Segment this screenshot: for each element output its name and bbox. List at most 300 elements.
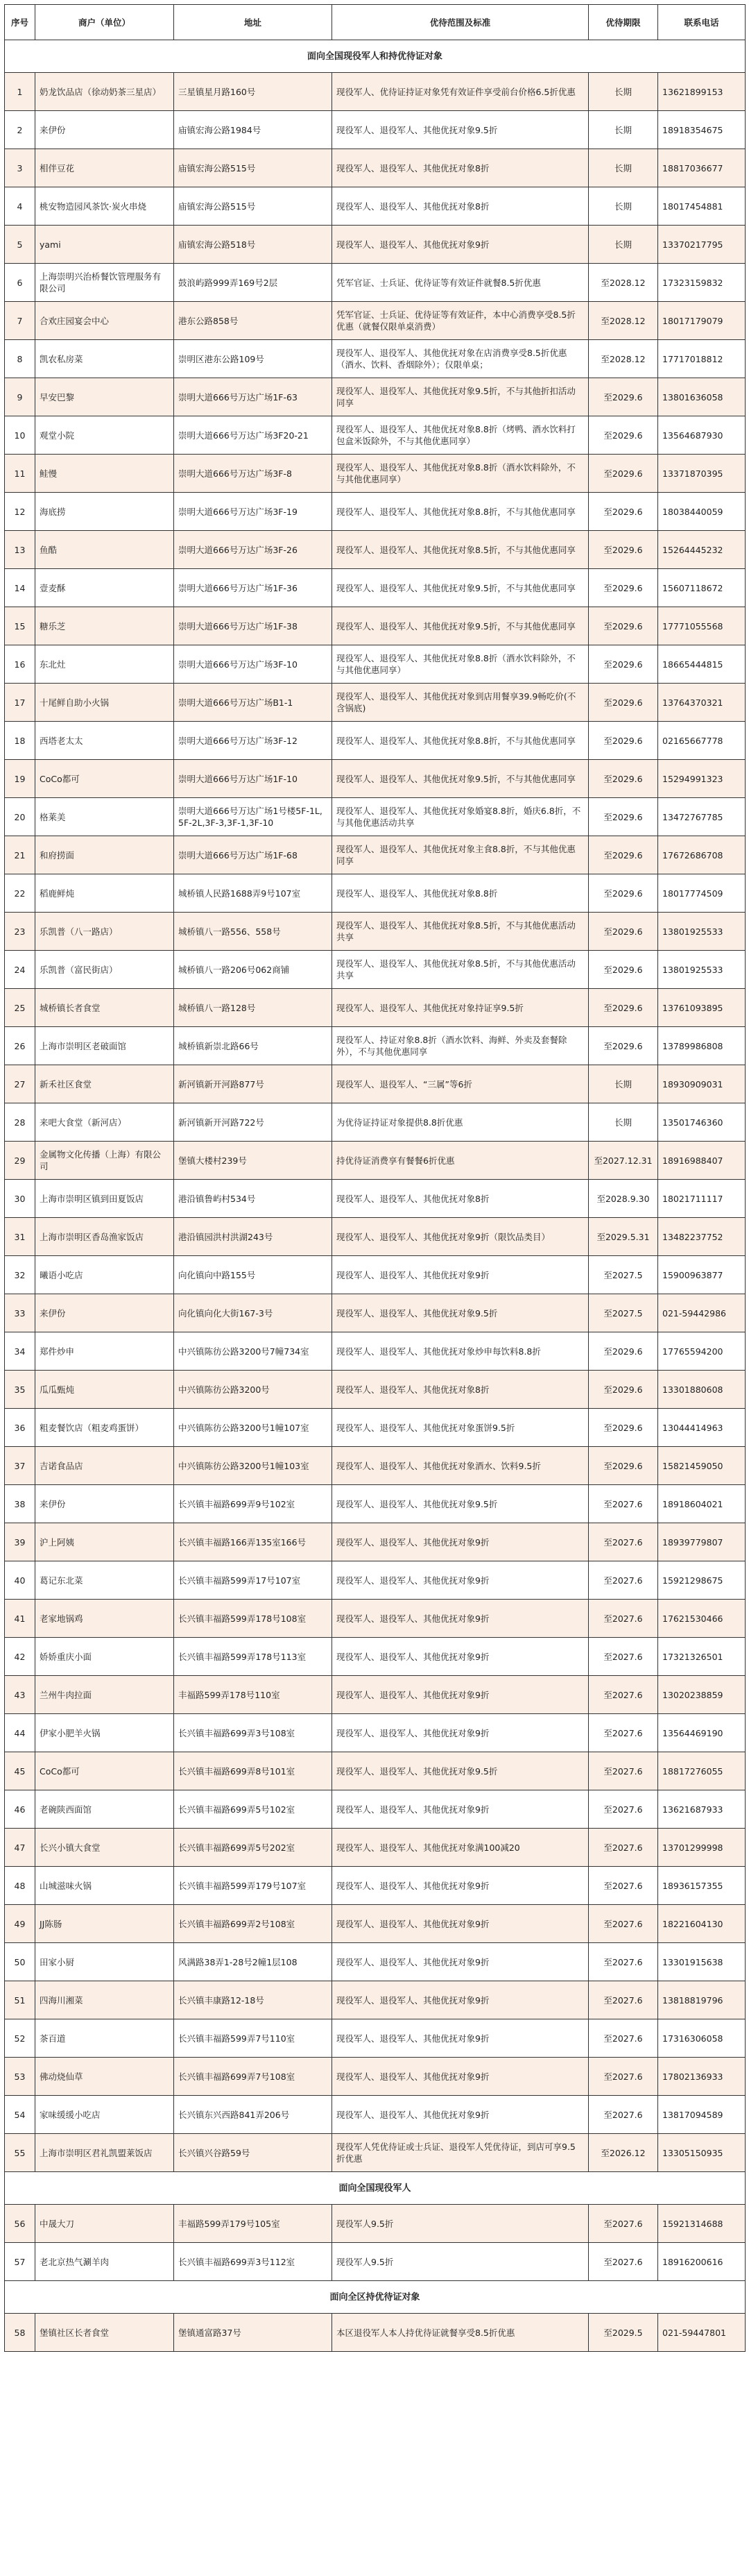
table-row	[5, 1065, 746, 1103]
benefit-scope: 现役军人9.5折	[332, 2205, 589, 2243]
contact-phone: 18017179079	[658, 302, 746, 340]
row-index: 13	[5, 531, 35, 569]
benefit-period: 至2029.6	[589, 836, 658, 874]
table-row	[5, 1638, 746, 1676]
benefit-scope: 现役军人、退役军人、其他优抚对象9折	[332, 1714, 589, 1752]
table-row	[5, 1752, 746, 1790]
merchant-address: 港东公路858号	[174, 302, 332, 340]
contact-phone: 13701299998	[658, 1829, 746, 1867]
merchant-address: 崇明大道666号万达广场1F-68	[174, 836, 332, 874]
contact-phone: 17672686708	[658, 836, 746, 874]
contact-phone: 15264445232	[658, 531, 746, 569]
benefit-scope: 现役军人、退役军人、其他优抚对象炒申每饮料8.8折	[332, 1332, 589, 1371]
row-index: 46	[5, 1790, 35, 1829]
contact-phone: 17802136933	[658, 2058, 746, 2096]
section-title: 面向全国现役军人和持优待证对象	[5, 40, 746, 73]
merchant-name: 山城滋味火锅	[35, 1867, 174, 1905]
merchant-name: 伊家小肥羊火锅	[35, 1714, 174, 1752]
section-title: 面向全国现役军人	[5, 2172, 746, 2205]
benefit-period: 至2029.6	[589, 798, 658, 836]
row-index: 32	[5, 1256, 35, 1294]
table-row	[5, 1790, 746, 1829]
merchant-name: 老家地锅鸡	[35, 1600, 174, 1638]
table-row	[5, 1600, 746, 1638]
row-index: 47	[5, 1829, 35, 1867]
benefit-period: 至2029.5.31	[589, 1218, 658, 1256]
benefit-scope: 现役军人、退役军人、其他优抚对象9折	[332, 2096, 589, 2134]
benefit-period: 至2027.6	[589, 2058, 658, 2096]
contact-phone: 18918354675	[658, 111, 746, 149]
row-index: 11	[5, 455, 35, 493]
merchant-address: 崇明大道666号万达广场1F-10	[174, 760, 332, 798]
table-row	[5, 1218, 746, 1256]
table-row	[5, 989, 746, 1027]
benefit-period: 长期	[589, 73, 658, 111]
benefit-scope: 凭军官证、士兵证、优待证等有效证件就餐8.5折优惠	[332, 264, 589, 302]
contact-phone: 13621687933	[658, 1790, 746, 1829]
table-row	[5, 1714, 746, 1752]
merchant-address: 崇明大道666号万达广场3F-8	[174, 455, 332, 493]
benefit-scope: 现役军人、退役军人、其他优抚对象9折（限饮品类目）	[332, 1218, 589, 1256]
merchant-address: 崇明大道666号万达广场3F20-21	[174, 416, 332, 455]
benefit-period: 至2027.6	[589, 1905, 658, 1943]
header-phone: 联系电话	[658, 5, 746, 40]
row-index: 29	[5, 1142, 35, 1180]
benefit-scope: 现役军人、退役军人、其他优抚对象在店消费享受8.5折优惠（酒水、饮料、香烟除外）；仅限单桌；	[332, 340, 589, 378]
row-index: 24	[5, 951, 35, 989]
benefit-period: 至2029.6	[589, 531, 658, 569]
contact-phone: 15921298675	[658, 1561, 746, 1600]
merchant-address: 风满路38弄1-28号2幢1层108	[174, 1943, 332, 1981]
row-index: 17	[5, 684, 35, 722]
merchant-address: 新河镇新开河路877号	[174, 1065, 332, 1103]
benefit-scope: 现役军人、退役军人、其他优抚对象8.8折，不与其他优惠同享	[332, 493, 589, 531]
contact-phone: 18038440059	[658, 493, 746, 531]
row-index: 10	[5, 416, 35, 455]
benefit-scope: 现役军人、退役军人、其他优抚对象9折	[332, 1523, 589, 1561]
merchant-name: 来伊份	[35, 111, 174, 149]
header-index: 序号	[5, 5, 35, 40]
benefit-scope: 现役军人、退役军人、其他优抚对象9折	[332, 2019, 589, 2058]
merchant-name: 郑件炒申	[35, 1332, 174, 1371]
row-index: 35	[5, 1371, 35, 1409]
merchant-address: 港沿镇园洪村洪湖243号	[174, 1218, 332, 1256]
table-row	[5, 722, 746, 760]
row-index: 54	[5, 2096, 35, 2134]
benefit-scope: 现役军人、退役军人、其他优抚对象主食8.8折，不与其他优惠同享	[332, 836, 589, 874]
contact-phone: 13817094589	[658, 2096, 746, 2134]
benefit-period: 长期	[589, 226, 658, 264]
row-index: 34	[5, 1332, 35, 1371]
benefit-scope: 现役军人、退役军人、其他优抚对象8.8折（烤鸭、酒水饮料打包盒米饭除外，不与其他优惠同享）	[332, 416, 589, 455]
merchant-name: 田家小厨	[35, 1943, 174, 1981]
row-index: 2	[5, 111, 35, 149]
benefit-scope: 现役军人、退役军人、其他优抚对象满100减20	[332, 1829, 589, 1867]
table-row	[5, 1905, 746, 1943]
merchant-address: 崇明大道666号万达广场1F-36	[174, 569, 332, 607]
contact-phone: 021-59447801	[658, 2314, 746, 2352]
merchant-name: 乐凯普（富民街店）	[35, 951, 174, 989]
table-row	[5, 378, 746, 416]
table-row	[5, 1561, 746, 1600]
benefit-scope: 现役军人凭优待证或士兵证、退役军人凭优待证，到店可享9.5折优惠	[332, 2134, 589, 2172]
row-index: 28	[5, 1103, 35, 1142]
merchant-address: 中兴镇陈彷公路3200号1幢107室	[174, 1409, 332, 1447]
row-index: 9	[5, 378, 35, 416]
table-row	[5, 1676, 746, 1714]
benefit-period: 至2026.12	[589, 2134, 658, 2172]
row-index: 39	[5, 1523, 35, 1561]
benefit-scope: 现役军人、退役军人、其他优抚对象9折	[332, 2058, 589, 2096]
benefit-scope: 现役军人、退役军人、其他优抚对象8.8折，不与其他优惠同享	[332, 722, 589, 760]
section-title: 面向全区持优待证对象	[5, 2281, 746, 2314]
table-row	[5, 1829, 746, 1867]
contact-phone: 18939779807	[658, 1523, 746, 1561]
benefit-scope: 凭军官证、士兵证、优待证等有效证件，本中心消费享受8.5折优惠（就餐仅限单桌消费）	[332, 302, 589, 340]
table-row	[5, 1485, 746, 1523]
row-index: 25	[5, 989, 35, 1027]
row-index: 45	[5, 1752, 35, 1790]
benefit-scope: 现役军人、退役军人、其他优抚对象8.8折	[332, 874, 589, 913]
merchant-address: 庙镇宏海公路1984号	[174, 111, 332, 149]
merchant-name: CoCo都可	[35, 1752, 174, 1790]
merchant-name: 家味缓缓小吃店	[35, 2096, 174, 2134]
table-body	[5, 40, 746, 2352]
benefit-period: 至2028.12	[589, 264, 658, 302]
benefit-scope: 现役军人、退役军人、其他优抚对象9.5折	[332, 1752, 589, 1790]
merchant-name: 四海川湘菜	[35, 1981, 174, 2019]
merchant-address: 长兴镇丰福路699弄3号108室	[174, 1714, 332, 1752]
contact-phone: 18021711117	[658, 1180, 746, 1218]
contact-phone: 13801636058	[658, 378, 746, 416]
row-index: 56	[5, 2205, 35, 2243]
row-index: 41	[5, 1600, 35, 1638]
row-index: 36	[5, 1409, 35, 1447]
benefit-period: 至2029.6	[589, 951, 658, 989]
row-index: 14	[5, 569, 35, 607]
row-index: 44	[5, 1714, 35, 1752]
row-index: 21	[5, 836, 35, 874]
merchant-name: 凯农私房菜	[35, 340, 174, 378]
benefit-period: 至2029.6	[589, 722, 658, 760]
contact-phone: 13801925533	[658, 951, 746, 989]
benefit-period: 至2027.6	[589, 1638, 658, 1676]
table-row	[5, 874, 746, 913]
merchant-name: 壹麦酥	[35, 569, 174, 607]
row-index: 42	[5, 1638, 35, 1676]
header-address: 地址	[174, 5, 332, 40]
benefit-period: 至2027.12.31	[589, 1142, 658, 1180]
contact-phone: 13020238859	[658, 1676, 746, 1714]
benefit-scope: 现役军人、优待证持证对象凭有效证件享受前台价格6.5折优惠	[332, 73, 589, 111]
merchant-name: 曦语小吃店	[35, 1256, 174, 1294]
table-row	[5, 1371, 746, 1409]
table-row	[5, 531, 746, 569]
benefit-period: 至2029.6	[589, 684, 658, 722]
benefit-period: 至2027.6	[589, 1981, 658, 2019]
benefit-scope: 现役军人、退役军人、其他优抚对象9折	[332, 1981, 589, 2019]
merchant-name: 糖乐芝	[35, 607, 174, 645]
merchant-address: 长兴镇东兴西路841弄206号	[174, 2096, 332, 2134]
benefit-period: 至2029.6	[589, 378, 658, 416]
merchant-name: 来伊份	[35, 1294, 174, 1332]
contact-phone: 13801925533	[658, 913, 746, 951]
benefit-period: 至2029.6	[589, 989, 658, 1027]
table-row	[5, 2019, 746, 2058]
benefit-scope: 现役军人、退役军人、其他优抚对象9折	[332, 226, 589, 264]
contact-phone: 15607118672	[658, 569, 746, 607]
contact-phone: 17717018812	[658, 340, 746, 378]
table-row	[5, 149, 746, 187]
table-row	[5, 416, 746, 455]
contact-phone: 15294991323	[658, 760, 746, 798]
benefit-period: 至2029.6	[589, 1447, 658, 1485]
table-row	[5, 569, 746, 607]
row-index: 27	[5, 1065, 35, 1103]
benefit-period: 长期	[589, 187, 658, 226]
table-row	[5, 1180, 746, 1218]
merchant-address: 崇明大道666号万达广场3F-10	[174, 645, 332, 684]
merchant-name: 来吧大食堂（新河店）	[35, 1103, 174, 1142]
merchant-name: 吉诺食品店	[35, 1447, 174, 1485]
row-index: 48	[5, 1867, 35, 1905]
merchant-address: 崇明大道666号万达广场1号楼5F-1L,5F-2L,3F-3,3F-1,3F-10	[174, 798, 332, 836]
merchant-address: 堡镇大楼村239号	[174, 1142, 332, 1180]
merchant-address: 三星镇星月路160号	[174, 73, 332, 111]
benefit-period: 至2029.6	[589, 1409, 658, 1447]
benefit-period: 至2027.6	[589, 2019, 658, 2058]
benefit-period: 至2027.6	[589, 1523, 658, 1561]
row-index: 19	[5, 760, 35, 798]
benefit-period: 至2029.6	[589, 913, 658, 951]
merchant-name: 上海市崇明区香岛渔家饭店	[35, 1218, 174, 1256]
merchant-name: 瓜瓜甄炖	[35, 1371, 174, 1409]
table-row	[5, 1409, 746, 1447]
table-row	[5, 302, 746, 340]
row-index: 53	[5, 2058, 35, 2096]
benefit-scope: 现役军人、退役军人、其他优抚对象8折	[332, 1371, 589, 1409]
benefit-period: 至2028.12	[589, 302, 658, 340]
merchant-address: 城桥镇八一路128号	[174, 989, 332, 1027]
benefit-period: 至2028.9.30	[589, 1180, 658, 1218]
benefit-period: 至2027.6	[589, 1943, 658, 1981]
row-index: 51	[5, 1981, 35, 2019]
benefit-scope: 现役军人、退役军人、“三属”等6折	[332, 1065, 589, 1103]
contact-phone: 18017774509	[658, 874, 746, 913]
row-index: 22	[5, 874, 35, 913]
contact-phone: 13564687930	[658, 416, 746, 455]
benefit-period: 至2029.6	[589, 1371, 658, 1409]
benefit-scope: 现役军人、退役军人、其他优抚对象持证享9.5折	[332, 989, 589, 1027]
merchant-name: 格莱美	[35, 798, 174, 836]
benefit-scope: 现役军人、退役军人、其他优抚对象8.8折（酒水饮料除外，不与其他优惠同享）	[332, 645, 589, 684]
merchant-name: 相伴豆花	[35, 149, 174, 187]
table-row	[5, 111, 746, 149]
benefit-period: 至2027.6	[589, 1867, 658, 1905]
benefit-period: 长期	[589, 1065, 658, 1103]
merchant-address: 庙镇宏海公路515号	[174, 187, 332, 226]
benefit-period: 至2027.5	[589, 1294, 658, 1332]
merchant-address: 长兴镇丰福路699弄7号108室	[174, 2058, 332, 2096]
row-index: 7	[5, 302, 35, 340]
merchant-address: 城桥镇新崇北路66号	[174, 1027, 332, 1065]
benefit-period: 至2029.6	[589, 607, 658, 645]
row-index: 12	[5, 493, 35, 531]
contact-phone: 13761093895	[658, 989, 746, 1027]
table-row	[5, 1867, 746, 1905]
merchant-name: 鲑慢	[35, 455, 174, 493]
merchant-name: 金属物文化传播（上海）有限公司	[35, 1142, 174, 1180]
table-row	[5, 645, 746, 684]
merchant-name: 西塔老太太	[35, 722, 174, 760]
section-title-row	[5, 40, 746, 73]
merchant-name: 堡镇社区长者食堂	[35, 2314, 174, 2352]
contact-phone: 18936157355	[658, 1867, 746, 1905]
benefit-period: 长期	[589, 111, 658, 149]
contact-phone: 13472767785	[658, 798, 746, 836]
contact-phone: 18918604021	[658, 1485, 746, 1523]
table-row	[5, 1256, 746, 1294]
merchant-name: 长兴小镇大食堂	[35, 1829, 174, 1867]
benefit-scope: 现役军人、退役军人、其他优抚对象8折	[332, 187, 589, 226]
table-row	[5, 1294, 746, 1332]
benefit-scope: 现役军人、退役军人、其他优抚对象8.5折，不与其他优惠同享	[332, 531, 589, 569]
row-index: 38	[5, 1485, 35, 1523]
benefit-period: 至2027.6	[589, 1752, 658, 1790]
row-index: 4	[5, 187, 35, 226]
table-row	[5, 684, 746, 722]
merchant-address: 中兴镇陈彷公路3200号	[174, 1371, 332, 1409]
table-row	[5, 493, 746, 531]
row-index: 52	[5, 2019, 35, 2058]
merchant-name: 茶百道	[35, 2019, 174, 2058]
row-index: 58	[5, 2314, 35, 2352]
merchant-address: 长兴镇丰福路699弄3号112室	[174, 2243, 332, 2281]
benefit-period: 至2029.6	[589, 1332, 658, 1371]
merchant-address: 中兴镇陈彷公路3200号1幢103室	[174, 1447, 332, 1485]
contact-phone: 17321326501	[658, 1638, 746, 1676]
row-index: 30	[5, 1180, 35, 1218]
row-index: 8	[5, 340, 35, 378]
table-row	[5, 1523, 746, 1561]
benefit-period: 至2029.6	[589, 760, 658, 798]
contact-phone: 02165667778	[658, 722, 746, 760]
table-row	[5, 1027, 746, 1065]
benefit-period: 至2027.6	[589, 1829, 658, 1867]
merchant-name: 奶龙饮品店（徐动奶茶三星店）	[35, 73, 174, 111]
merchant-address: 鼓浪屿路999弄169号2层	[174, 264, 332, 302]
contact-phone: 15821459050	[658, 1447, 746, 1485]
table-row	[5, 2243, 746, 2281]
benefit-period: 至2029.6	[589, 493, 658, 531]
benefit-scope: 现役军人、退役军人、其他优抚对象8.5折，不与其他优惠活动共享	[332, 951, 589, 989]
merchant-address: 中兴镇陈彷公路3200号7幢734室	[174, 1332, 332, 1371]
contact-phone: 18916988407	[658, 1142, 746, 1180]
merchant-address: 长兴镇丰福路599弄179号107室	[174, 1867, 332, 1905]
contact-phone: 021-59442986	[658, 1294, 746, 1332]
table-row	[5, 2134, 746, 2172]
merchant-name: 海底捞	[35, 493, 174, 531]
merchant-address: 崇明大道666号万达广场3F-26	[174, 531, 332, 569]
merchant-address: 长兴镇丰福路599弄178号108室	[174, 1600, 332, 1638]
contact-phone: 17621530466	[658, 1600, 746, 1638]
contact-phone: 18665444815	[658, 645, 746, 684]
benefit-period: 至2027.6	[589, 2243, 658, 2281]
contact-phone: 17323159832	[658, 264, 746, 302]
table-row	[5, 264, 746, 302]
contact-phone: 17771055568	[658, 607, 746, 645]
table-row	[5, 226, 746, 264]
merchant-name: 佛动烧仙草	[35, 2058, 174, 2096]
benefit-scope: 本区退役军人本人持优待证就餐享受8.5折优惠	[332, 2314, 589, 2352]
merchant-name: 东北灶	[35, 645, 174, 684]
benefit-period: 至2029.6	[589, 416, 658, 455]
benefit-scope: 现役军人、退役军人、其他优抚对象9折	[332, 1905, 589, 1943]
section-title-row	[5, 2172, 746, 2205]
merchant-name: yami	[35, 226, 174, 264]
row-index: 49	[5, 1905, 35, 1943]
benefit-scope: 现役军人、退役军人、其他优抚对象9折	[332, 1943, 589, 1981]
benefit-scope: 现役军人、退役军人、其他优抚对象9.5折，不与其他优惠同享	[332, 607, 589, 645]
header-period: 优待期限	[589, 5, 658, 40]
table-row	[5, 1981, 746, 2019]
table-row	[5, 2205, 746, 2243]
merchant-address: 丰福路599弄178号110室	[174, 1676, 332, 1714]
benefit-period: 至2029.6	[589, 874, 658, 913]
table-row	[5, 2096, 746, 2134]
benefit-period: 至2027.6	[589, 1561, 658, 1600]
contact-phone: 13501746360	[658, 1103, 746, 1142]
merchant-name: 上海市崇明区君礼凯盟莱饭店	[35, 2134, 174, 2172]
benefit-period: 至2027.6	[589, 2205, 658, 2243]
merchant-name: 合欢庄园宴会中心	[35, 302, 174, 340]
table-row	[5, 1943, 746, 1981]
merchant-address: 城桥镇人民路1688弄9号107室	[174, 874, 332, 913]
merchant-address: 长兴镇丰康路12-18号	[174, 1981, 332, 2019]
benefit-scope: 现役军人、退役军人、其他优抚对象8.8折（酒水饮料除外，不与其他优惠同享）	[332, 455, 589, 493]
merchant-address: 长兴镇丰福路599弄178号113室	[174, 1638, 332, 1676]
merchant-address: 庙镇宏海公路515号	[174, 149, 332, 187]
merchant-name: 老碗陕西面馆	[35, 1790, 174, 1829]
merchant-address: 长兴镇丰福路699弄8号101室	[174, 1752, 332, 1790]
table-row	[5, 798, 746, 836]
benefit-period: 至2029.5	[589, 2314, 658, 2352]
row-index: 15	[5, 607, 35, 645]
table-row	[5, 187, 746, 226]
header-benefit: 优待范围及标准	[332, 5, 589, 40]
merchant-name: 娇娇重庆小面	[35, 1638, 174, 1676]
benefit-scope: 现役军人、退役军人、其他优抚对象9折	[332, 1867, 589, 1905]
table-row	[5, 836, 746, 874]
benefit-period: 至2029.6	[589, 1027, 658, 1065]
benefit-scope: 现役军人、退役军人、其他优抚对象8折	[332, 1180, 589, 1218]
merchant-address: 长兴镇兴谷路59号	[174, 2134, 332, 2172]
benefit-scope: 现役军人、退役军人、其他优抚对象9折	[332, 1790, 589, 1829]
contact-phone: 18817036677	[658, 149, 746, 187]
merchant-address: 城桥镇八一路556、558号	[174, 913, 332, 951]
merchant-address: 长兴镇丰福路699弄5号202室	[174, 1829, 332, 1867]
contact-phone: 18930909031	[658, 1065, 746, 1103]
contact-phone: 13044414963	[658, 1409, 746, 1447]
merchant-name: 鱼酷	[35, 531, 174, 569]
merchant-name: 上海市崇明区老破面馆	[35, 1027, 174, 1065]
merchant-name: 十尾鲜自助小火锅	[35, 684, 174, 722]
merchant-name: JJ陈肠	[35, 1905, 174, 1943]
row-index: 40	[5, 1561, 35, 1600]
merchant-name: 和府捞面	[35, 836, 174, 874]
merchant-name: 早安巴黎	[35, 378, 174, 416]
benefit-period: 长期	[589, 149, 658, 187]
